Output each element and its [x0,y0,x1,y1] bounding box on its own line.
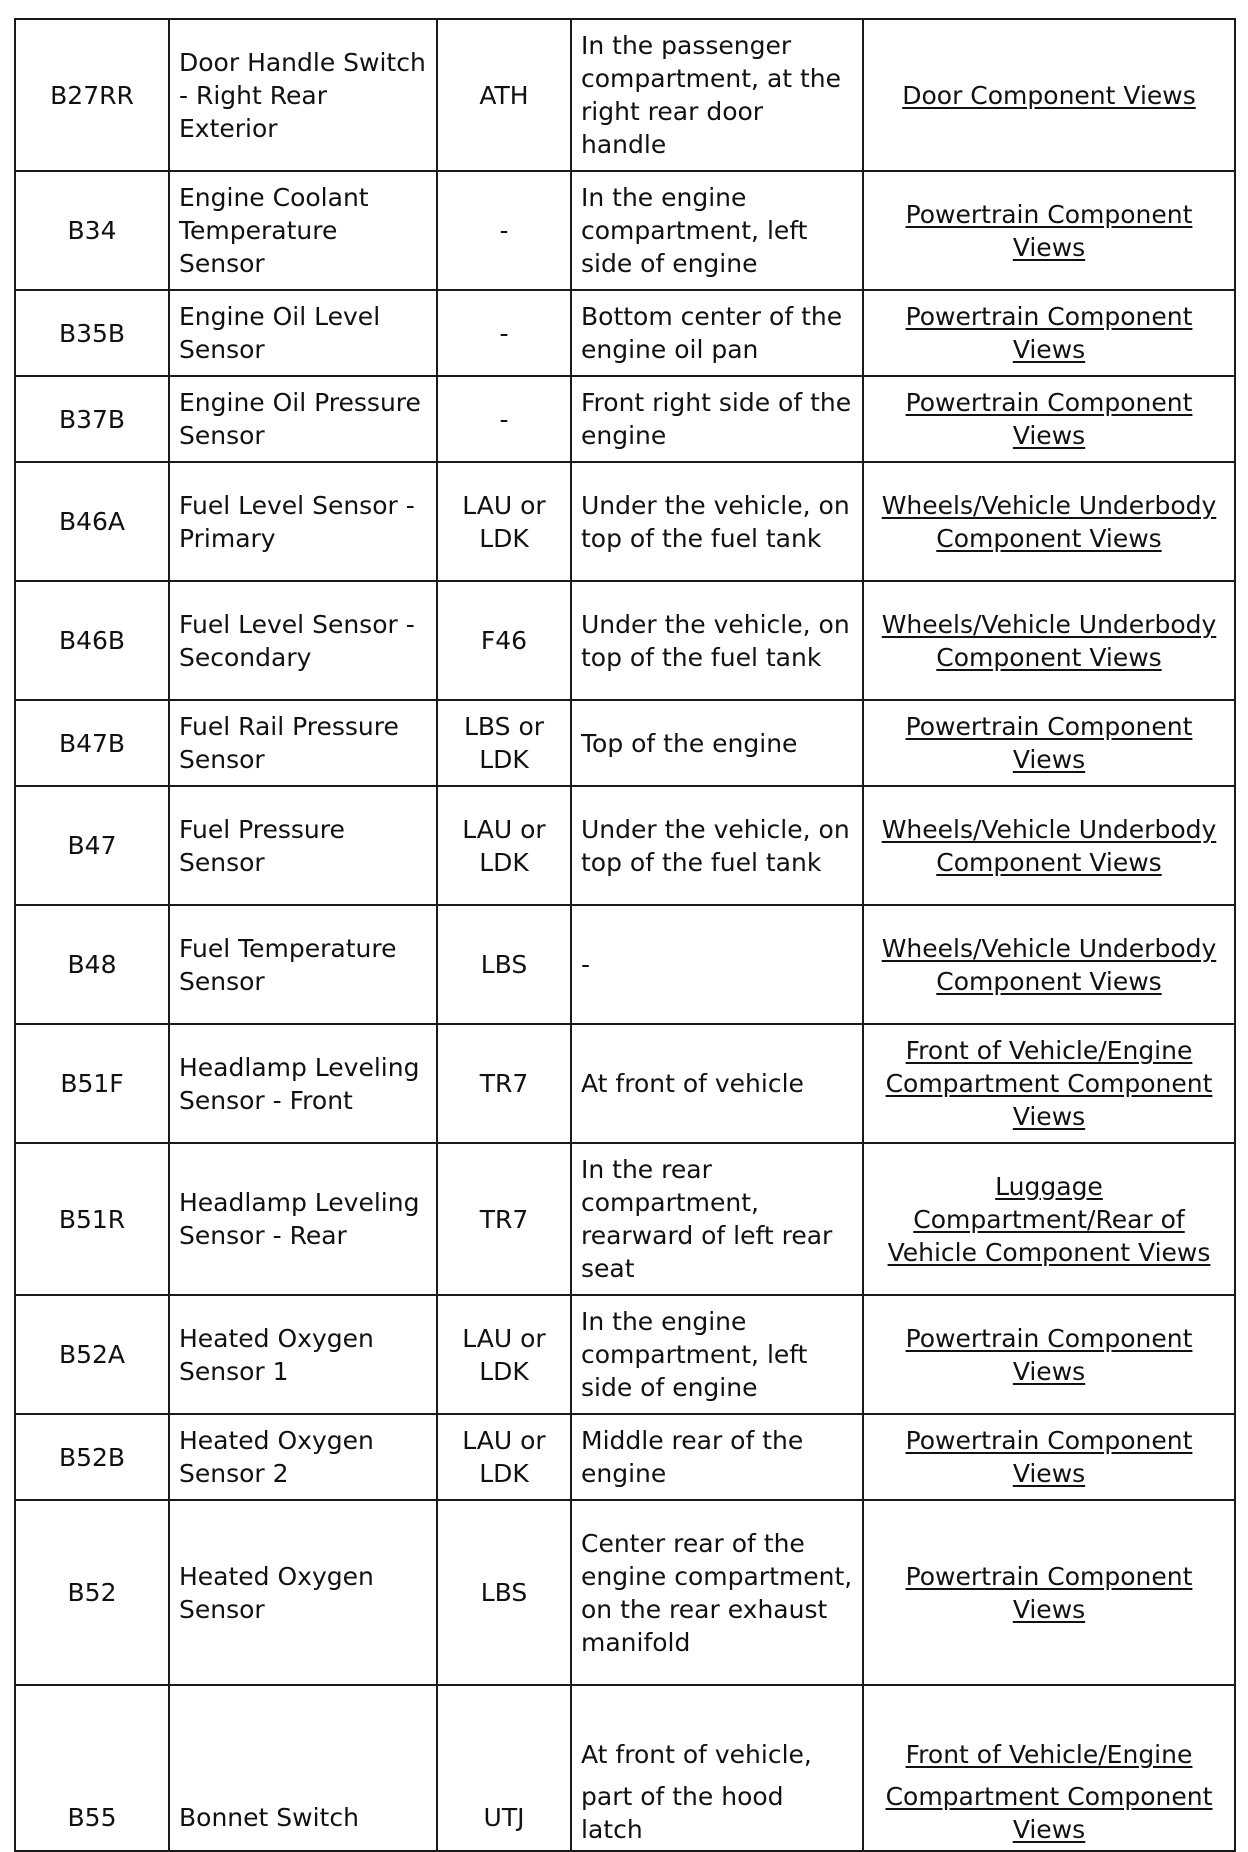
component-locator-table [14,18,1236,1852]
component-option: LAU or LDK [437,1414,571,1500]
component-view-cell [863,700,1235,786]
component-option: LBS [437,905,571,1024]
component-view-cell [863,462,1235,581]
component-view-link[interactable]: Powertrain Component Views [905,388,1193,450]
component-view-cell [863,581,1235,700]
component-view-cell [863,786,1235,905]
component-view-link[interactable]: Powertrain Component Views [905,199,1193,262]
component-location: In the engine compartment, left side of engine [571,171,863,290]
component-id: B27RR [15,19,169,171]
component-view-cell [863,905,1235,1024]
component-view-link[interactable]: Front of Vehicle/Engine Compartment Component Views [885,1036,1213,1131]
component-id: B51F [15,1024,169,1143]
component-location: In the engine compartment, left side of engine [571,1295,863,1414]
component-option: LAU or LDK [437,1295,571,1414]
component-name: Heated Oxygen Sensor 1 [169,1295,437,1414]
component-view-link-line: Compartment Component Views [885,1782,1213,1844]
component-id: B46B [15,581,169,700]
component-location: At front of vehicle [571,1024,863,1143]
component-name: Fuel Level Sensor - Primary [169,462,437,581]
component-location: Front right side of the engine [571,376,863,462]
component-name: Heated Oxygen Sensor 2 [169,1414,437,1500]
component-view-link[interactable] [873,1738,1225,1846]
component-option: - [437,171,571,290]
table-row [15,1685,1235,1851]
table-row [15,1143,1235,1295]
component-view-link[interactable]: Powertrain Component Views [905,1426,1193,1488]
component-location: Middle rear of the engine [571,1414,863,1500]
component-name: Door Handle Switch - Right Rear Exterior [169,19,437,171]
component-name: Headlamp Leveling Sensor - Front [169,1024,437,1143]
component-view-link[interactable]: Door Component Views [902,80,1196,110]
component-name: Fuel Temperature Sensor [169,905,437,1024]
component-option: - [437,376,571,462]
component-id: B37B [15,376,169,462]
table-row [15,376,1235,462]
component-id: B35B [15,290,169,376]
component-name: Bonnet Switch [169,1685,437,1851]
component-view-link[interactable]: Wheels/Vehicle Underbody Component Views [881,814,1217,877]
component-name: Fuel Rail Pressure Sensor [169,700,437,786]
component-option: LAU or LDK [437,786,571,905]
component-name: Engine Oil Level Sensor [169,290,437,376]
component-view-cell [863,1143,1235,1295]
component-location: Center rear of the engine compartment, on the rear exhaust manifold [571,1500,863,1685]
component-view-cell [863,1024,1235,1143]
table-row [15,1024,1235,1143]
component-option: LBS or LDK [437,700,571,786]
component-location: Under the vehicle, on top of the fuel tank [571,462,863,581]
table-row [15,700,1235,786]
component-option: ATH [437,19,571,171]
component-option: LBS [437,1500,571,1685]
component-id: B48 [15,905,169,1024]
component-view-link[interactable]: Wheels/Vehicle Underbody Component Views [881,933,1217,996]
component-view-link[interactable]: Wheels/Vehicle Underbody Component Views [881,609,1217,672]
component-location: Under the vehicle, on top of the fuel tank [571,786,863,905]
component-locator-table-container [14,18,1236,1852]
component-id: B51R [15,1143,169,1295]
component-view-link[interactable]: Powertrain Component Views [905,712,1193,774]
component-location [571,1685,863,1851]
component-option: F46 [437,581,571,700]
component-id: B47 [15,786,169,905]
component-view-link[interactable]: Powertrain Component Views [905,1561,1193,1624]
component-view-link[interactable]: Wheels/Vehicle Underbody Component Views [881,490,1217,553]
component-location: Top of the engine [571,700,863,786]
component-id: B47B [15,700,169,786]
component-name: Engine Oil Pressure Sensor [169,376,437,462]
component-view-link[interactable]: Powertrain Component Views [905,1323,1193,1386]
component-view-link-line: Front of Vehicle/Engine [905,1740,1193,1769]
table-row [15,1295,1235,1414]
component-location: Bottom center of the engine oil pan [571,290,863,376]
component-name: Fuel Pressure Sensor [169,786,437,905]
component-name: Fuel Level Sensor - Secondary [169,581,437,700]
component-location: - [571,905,863,1024]
table-row [15,581,1235,700]
component-view-link[interactable]: Luggage Compartment/Rear of Vehicle Component Views [887,1171,1211,1267]
component-location: Under the vehicle, on top of the fuel tank [571,581,863,700]
component-view-cell [863,376,1235,462]
component-view-cell [863,19,1235,171]
component-view-cell [863,1295,1235,1414]
table-row [15,905,1235,1024]
component-id: B34 [15,171,169,290]
component-option: LAU or LDK [437,462,571,581]
component-view-cell [863,1500,1235,1685]
component-option: TR7 [437,1143,571,1295]
component-option: TR7 [437,1024,571,1143]
component-id: B55 [15,1685,169,1851]
component-id: B52 [15,1500,169,1685]
component-location: In the rear compartment, rearward of left rear seat [571,1143,863,1295]
table-row [15,786,1235,905]
component-name: Heated Oxygen Sensor [169,1500,437,1685]
component-view-cell [863,1685,1235,1851]
table-row [15,171,1235,290]
component-name: Headlamp Leveling Sensor - Rear [169,1143,437,1295]
component-option: UTJ [437,1685,571,1851]
table-row [15,19,1235,171]
component-location: In the passenger compartment, at the right rear door handle [571,19,863,171]
component-option: - [437,290,571,376]
component-location-line: At front of vehicle, [581,1740,812,1769]
table-row [15,1500,1235,1685]
table-row [15,462,1235,581]
component-id: B52A [15,1295,169,1414]
table-row [15,290,1235,376]
component-view-cell [863,171,1235,290]
component-view-link[interactable]: Powertrain Component Views [905,302,1193,364]
component-view-cell [863,1414,1235,1500]
component-id: B46A [15,462,169,581]
table-row [15,1414,1235,1500]
component-id: B52B [15,1414,169,1500]
component-location-line: part of the hood latch [581,1782,784,1844]
component-view-cell [863,290,1235,376]
component-name: Engine Coolant Temperature Sensor [169,171,437,290]
